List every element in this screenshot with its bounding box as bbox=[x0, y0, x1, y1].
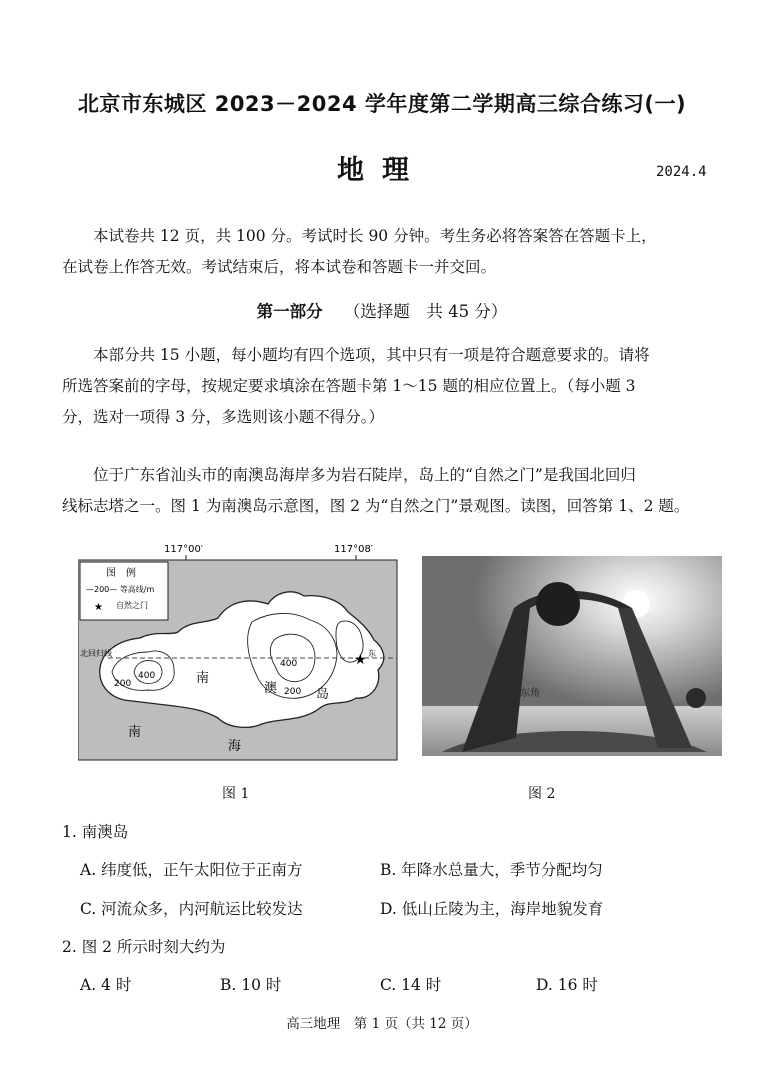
question-1-option-b[interactable]: B. 年降水总量大，季节分配均匀 bbox=[380, 861, 603, 879]
contour-label-200-east: 200 bbox=[284, 687, 302, 697]
exam-date: 2024.4 bbox=[656, 164, 707, 180]
legend-star-icon: ★ bbox=[94, 602, 103, 613]
passage-line-2: 线标志塔之一。图 1 为南澳岛示意图，图 2 为“自然之门”景观图。读图，回答第 1、2 题。 bbox=[62, 497, 690, 515]
island-char-1: 南 bbox=[196, 671, 210, 686]
question-2-option-a[interactable]: A. 4 时 bbox=[80, 976, 132, 994]
map-svg bbox=[78, 540, 398, 762]
figure-2-caption: 图 2 bbox=[528, 786, 556, 802]
intro-paragraph bbox=[62, 221, 714, 283]
sea-char-2: 海 bbox=[228, 739, 242, 754]
monument-globe bbox=[536, 582, 580, 626]
sea-char-1: 南 bbox=[128, 725, 142, 740]
island-char-3: 岛 bbox=[316, 687, 330, 702]
legend-star-label: 自然之门 bbox=[116, 601, 148, 610]
instructions-line-2: 所选答案前的字母，按规定要求填涂在答题卡第 1～15 题的相应位置上。（每小题 3 bbox=[62, 377, 636, 395]
east-label: 东 bbox=[368, 649, 376, 658]
tree bbox=[686, 688, 706, 708]
instructions-line-1: 本部分共 15 小题，每小题均有四个选项，其中只有一项是符合题意要求的。请将 bbox=[93, 346, 650, 364]
natural-gate-star-icon: ★ bbox=[354, 652, 367, 668]
intro-line-1: 本试卷共 12 页，共 100 分。考试时长 90 分钟。考生务必将答案答在答题卡上， bbox=[93, 227, 657, 245]
tropic-label: 北回归线 bbox=[80, 649, 112, 658]
question-1-option-c[interactable]: C. 河流众多，内河航运比较发达 bbox=[80, 900, 303, 918]
question-2-stem: 2. 图 2 所示时刻大约为 bbox=[62, 938, 226, 956]
figure-1-map bbox=[78, 540, 398, 762]
legend-title: 图 例 bbox=[106, 568, 136, 579]
contour-label-400-west: 400 bbox=[138, 671, 156, 681]
intro-line-2: 在试卷上作答无效。考试结束后，将本试卷和答题卡一并交回。 bbox=[62, 258, 497, 276]
instructions-line-3: 分，选对一项得 3 分，多选则该小题不得分。） bbox=[62, 408, 384, 426]
subject-title: 地理 bbox=[337, 155, 427, 186]
passage-line-1: 位于广东省汕头市的南澳岛海岸多为岩石陡岸，岛上的“自然之门”是我国北回归 bbox=[93, 466, 636, 484]
question-1-option-d[interactable]: D. 低山丘陵为主，海岸地貌发育 bbox=[380, 900, 604, 918]
legend-contour: —200— 等高线/m bbox=[86, 585, 155, 594]
lon-label-left: 117°00′ bbox=[164, 544, 204, 555]
passage-paragraph bbox=[62, 460, 714, 522]
photo-label: 东角 bbox=[520, 688, 540, 699]
figure-2-photo bbox=[422, 556, 722, 756]
contour-label-400-east: 400 bbox=[280, 659, 298, 669]
photo-svg bbox=[422, 556, 722, 756]
lon-label-right: 117°08′ bbox=[334, 544, 374, 555]
question-2-option-b[interactable]: B. 10 时 bbox=[220, 976, 282, 994]
island-char-2: 澳 bbox=[264, 681, 278, 696]
question-1-option-a[interactable]: A. 纬度低，正午太阳位于正南方 bbox=[80, 861, 303, 879]
instructions-paragraph bbox=[62, 340, 714, 433]
figure-1-caption: 图 1 bbox=[222, 786, 250, 802]
contour-label-200-west: 200 bbox=[114, 679, 132, 689]
section-note: （选择题 共 45 分） bbox=[343, 302, 508, 321]
question-2-option-d[interactable]: D. 16 时 bbox=[536, 976, 598, 994]
question-2-option-c[interactable]: C. 14 时 bbox=[380, 976, 442, 994]
section-heading bbox=[0, 298, 764, 322]
question-1-stem: 1. 南澳岛 bbox=[62, 823, 129, 841]
section-title: 第一部分 bbox=[256, 302, 323, 321]
exam-title: 北京市东城区 2023－2024 学年度第二学期高三综合练习(一) bbox=[77, 92, 687, 116]
page-footer: 高三地理 第 1 页（共 12 页） bbox=[286, 1016, 478, 1032]
